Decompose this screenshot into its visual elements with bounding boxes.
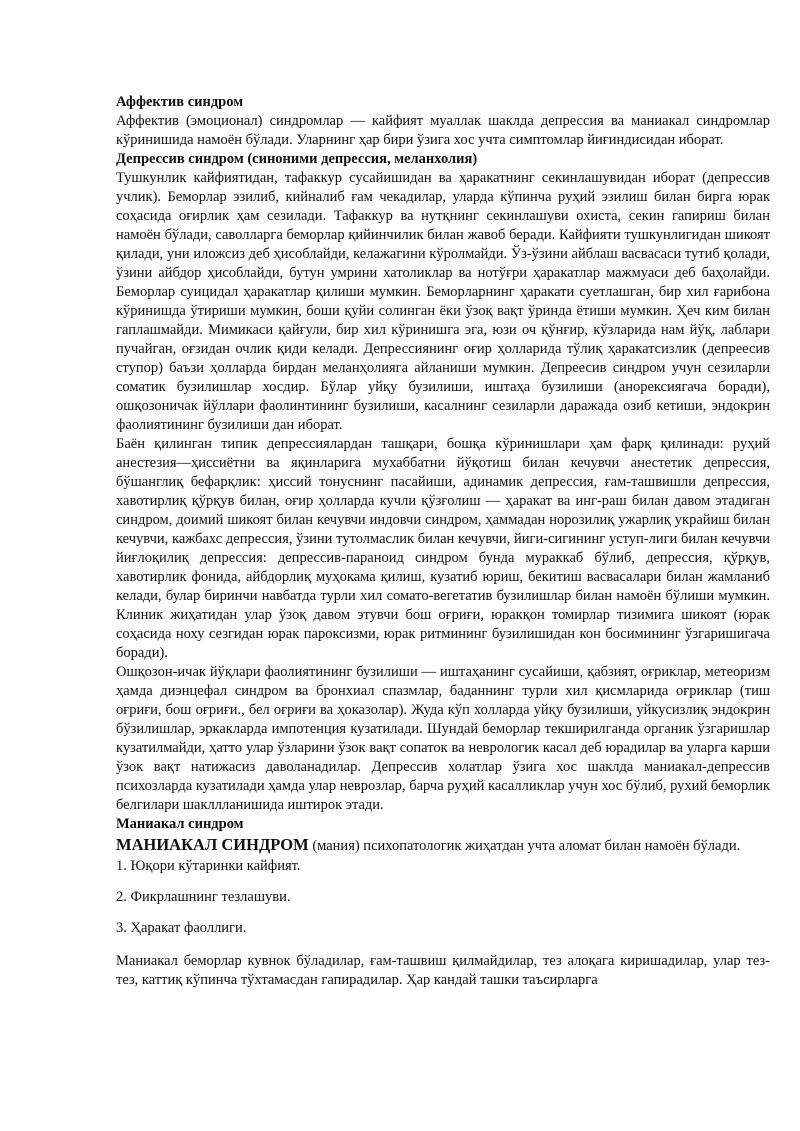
manic-definition-text: (мания) психопатологик жиҳатдан учта аломат билан намоён бўлади. <box>308 838 741 854</box>
heading-manic-syndrome: Маниакал синдром <box>116 816 244 832</box>
paragraph-somatic-disorders: Ошқозон-ичак йўқлари фаолиятининг бузилиши — иштаҳанинг сусайиши, қабзият, оғриклар, метеоризм ҳамда диэнцефал синдром ва бронхиал спазмлар, баданнинг турли хил қисмларида оғриклар (тиш оғриғи, бош оғриғи., бел оғриғи ва ҳоказолар). Жуда кўп холларда уйқу бузилиши, уйкусизлиқ эндокрин бўзилишлар, эркакларда импотенция кузатилади. Шундай беморлар текширилганда органик ўзгаришлар кузатилмайди, ҳатто улар ўзларини ўзок вақт сопаток ва неврологик касал деб юрадилар ва уларга карши ўзок вақт натижасиз даволанадилар. Депрессив холатлар ўзига хос шаклда маниакал-депрессив психозларда кузатилади ҳамда улар неврозлар, барча руҳий касалликлар учун хос бўлиб, рухий беморлик белгилари шакллланишида иштирок этади. <box>116 664 770 813</box>
list-item-activity: 3. Ҳаракат фаоллиги. <box>116 920 247 936</box>
heading-affective-syndrome: Аффектив синдром <box>116 94 244 110</box>
list-item-thinking: 2. Фикрлашнинг тезлашуви. <box>116 889 291 905</box>
manic-syndrome-term: МАНИАКАЛ СИНДРОМ <box>116 835 309 854</box>
paragraph-depressive-description: Тушкунлик кайфиятидан, тафаккур сусайишидан ва ҳаракатнинг секинлашувидан иборат (депрессив учлик). Беморлар эзилиб, кийналиб ғам чекадилар, уларда кўпинча руҳий эзилиш билан бирга юрак соҳасида оғирлик ҳам сезилади. Тафаккур ва нутқнинг секинлашуви охиста, секин гапириш билан намоён бўлади, саволларга беморлар қийинчилик билан жавоб беради. Кайфияти тушкунлигидан шикоят қилади, уни иложсиз деб ҳисоблайди, келажагини кўролмайди. Ўз-ўзини айблаш васвасаси тутиб қолади, ўзини айбдор ҳисоблайди, бутун умрини хатоликлар ва нотўғри ҳаракатлар мажмуаси деб баҳолайди. Беморлар суицидал ҳаракатлар қилиши мумкин. Беморларнинг ҳаракати суетлашган, бир хил ғарибона кўринишда ўтириши мумкин, боши қуйи солинган ёки ўзоқ вақт ўринда ётиши мумкин. Ҳеч ким билан гаплашмайди. Мимикаси қайғули, бир хил кўринишга эга, юзи оч қўнғир, кўзларида нам йўқ, лаблари пучайган, оғзидан очлик қиди келади. Депрессиянинг оғир ҳолларида тўлиқ ҳаракатсизлик (депреесив ступор) баъзи ҳолларда бирдан меланҳолияга айланиши мумкин. Депреесив синдром учун сезиларли соматик бузилишлар хосдир. Бўлар уйқу бузилиши, иштаҳа бузилиши (анорексиягача боради), ошқозоничак йўллари фаолинтининг бузилиши, касалнинг сезиларли даражада озиб кетиши, эндокрин фаолиятининг бузилиши дан иборат. <box>116 170 770 433</box>
heading-depressive-syndrome: Депрессив синдром (синоними депрессия, меланхолия) <box>116 151 478 167</box>
paragraph-depression-variants: Баён қилинган типик депрессиялардан ташқари, бошқа кўринишлари ҳам фарқ қилинади: руҳий анестезия—ҳиссиётни ва яқинларига мухаббатни йўқотиш билан кечувчи анестетик депрессия, бўшанглиқ бефарқлик: ҳиссий тонуснинг пасайиши, адинамик депрессия, ғам-ташвишли депрессия, хавотирлиқ қўрқув билан, оғир ҳолларда кучли қўзғолиш — ҳаракат ва инг-раш билан давом этадиган синдром, доимий шикоят билан кечувчи индовчи синдром, ҳаммадан норозилиқ ужарлиқ украйиш билан кечувчи, кажбахс депрессия, ўзини тутолмаслик билан кечувчи, йиги-сигининг уступ-лиги билан кечувчи йиғлоқилиқ депрессия: депрессив-параноид синдром бунда мураккаб бўлиб, депрессия, қўрқув, хавотирлик фонида, айбдорлиқ муҳокама қилиш, кузатиб юриш, бекитиш васвасалари билан жамланиб келади, булар биринчи навбатда турли хил сомато-вегетатив бузилишлар билан намоён бўлиши мумкин. Клиник жиҳатидан улар ўзоқ давом этувчи бош оғриғи, юракқон томирлар тизимига шикоят (юрак соҳасида ноху сезгидан юрак пароксизми, юрак ритмининг бузилишидан кон босимининг ўзгаришигача боради). <box>116 436 770 661</box>
paragraph-manic-definition <box>116 834 770 857</box>
paragraph-affective-intro: Аффектив (эмоционал) синдромлар — кайфият муаллак шаклда депрессия ва маниакал синдромлар кўринишида намоён бўлади. Уларнинг ҳар бири ўзига хос учта симптомлар йиғиндисидан иборат. <box>116 113 770 148</box>
list-item-mood: 1. Юқори кўтаринки кайфият. <box>116 858 301 874</box>
paragraph-manic-patients: Маниакал беморлар кувнок бўладилар, ғам-ташвиш қилмайдилар, тез алоқага киришадилар, улар тез-тез, каттиқ кўпинча тўхтамасдан гапирадилар. Ҳар кандай ташки таъсирларга <box>116 953 770 988</box>
